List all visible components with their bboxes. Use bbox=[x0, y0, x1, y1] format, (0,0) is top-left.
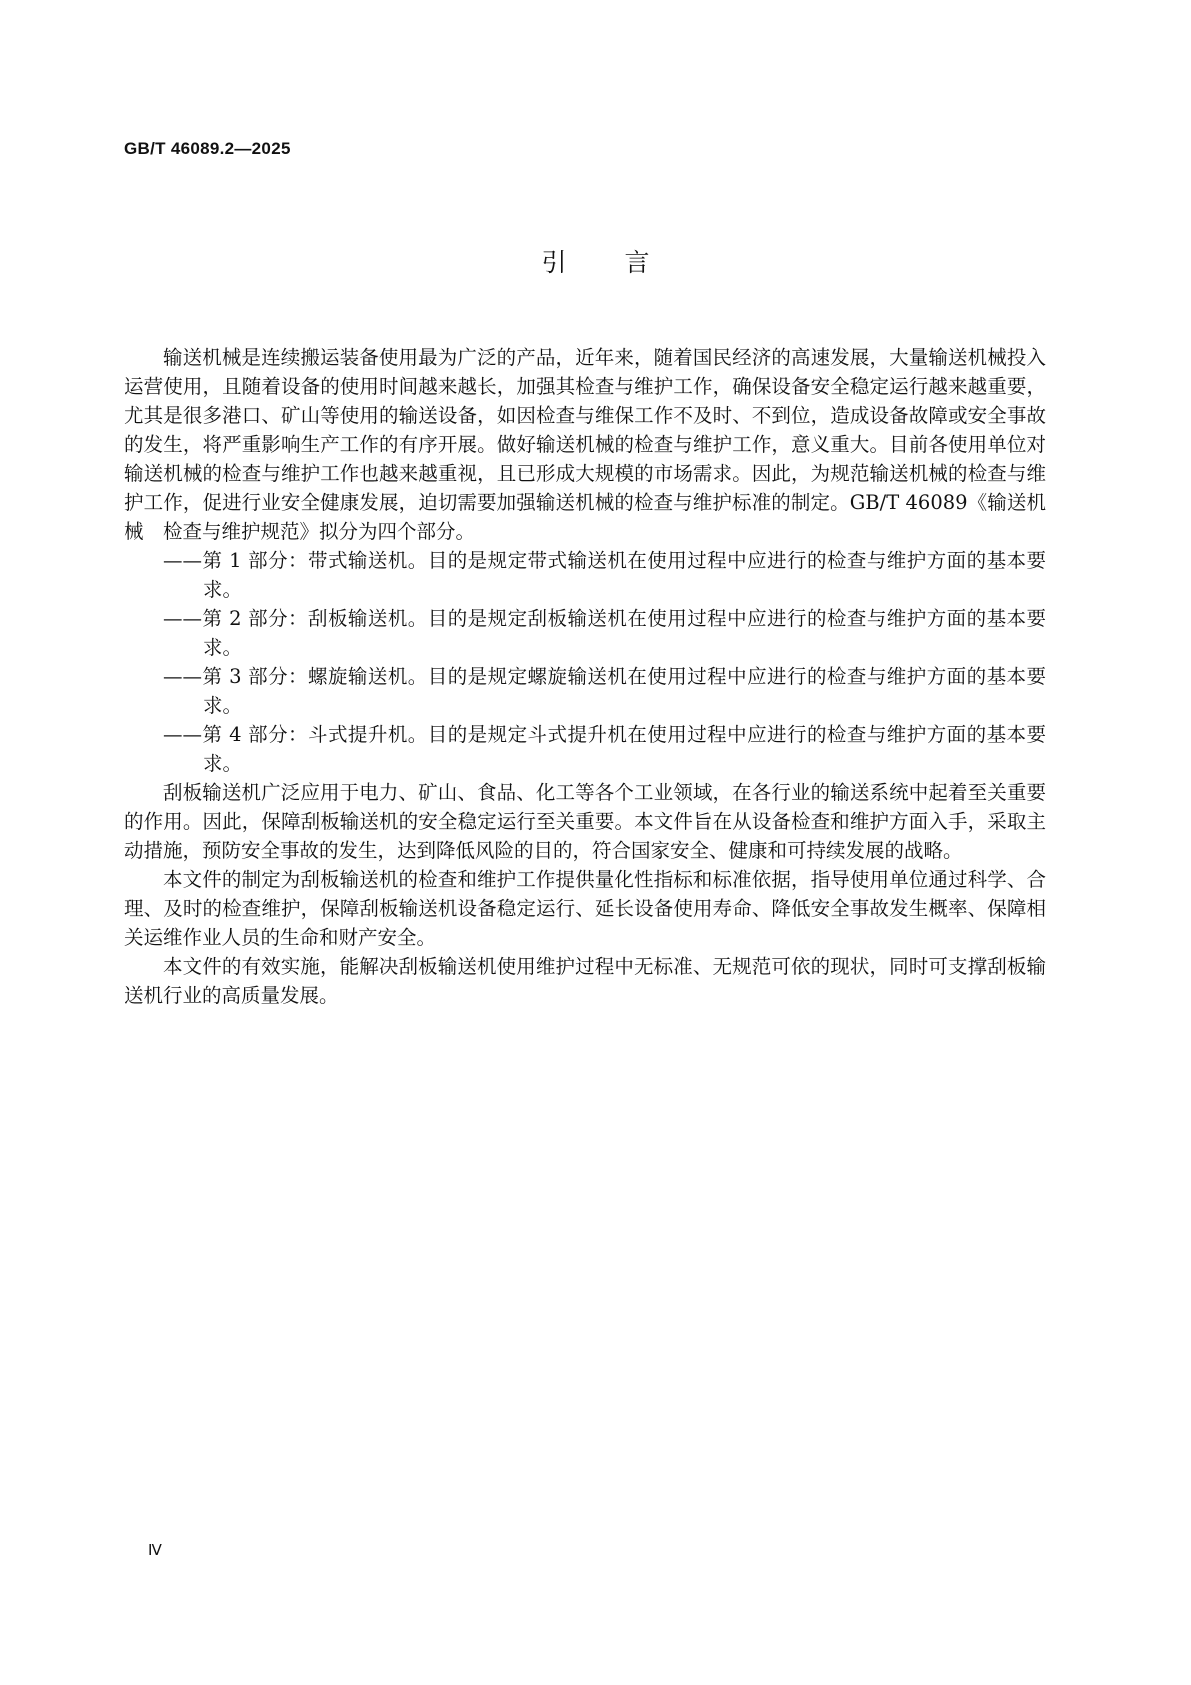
parts-list bbox=[124, 546, 1046, 778]
part-item-3: ——第 3 部分：螺旋输送机。目的是规定螺旋输送机在使用过程中应进行的检查与维护方面的基本要求。 bbox=[163, 665, 1046, 717]
part-item-4: ——第 4 部分：斗式提升机。目的是规定斗式提升机在使用过程中应进行的检查与维护方面的基本要求。 bbox=[163, 723, 1046, 775]
paragraph-implementation: 本文件的有效实施，能解决刮板输送机使用维护过程中无标准、无规范可依的现状，同时可支撑刮板输送机行业的高质量发展。 bbox=[124, 955, 1046, 1007]
part-item-2: ——第 2 部分：刮板输送机。目的是规定刮板输送机在使用过程中应进行的检查与维护方面的基本要求。 bbox=[163, 607, 1046, 659]
intro-paragraph: 输送机械是连续搬运装备使用最为广泛的产品，近年来，随着国民经济的高速发展，大量输送机械投入运营使用，且随着设备的使用时间越来越长，加强其检查与维护工作，确保设备安全稳定运行越来越重要，尤其是很多港口、矿山等使用的输送设备，如因检查与维保工作不及时、不到位，造成设备故障或安全事故的发生，将严重影响生产工作的有序开展。做好输送机械的检查与维护工作，意义重大。目前各使用单位对输送机械的检查与维护工作也越来越重视，且已形成大规模的市场需求。因此，为规范输送机械的检查与维护工作，促进行业安全健康发展，迫切需要加强输送机械的检查与维护标准的制定。GB/T 46089《输送机械 检查与维护规范》拟分为四个部分。 bbox=[124, 346, 1046, 543]
standard-code-header: GB/T 46089.2—2025 bbox=[124, 139, 291, 158]
paragraph-application: 刮板输送机广泛应用于电力、矿山、食品、化工等各个工业领域，在各行业的输送系统中起着至关重要的作用。因此，保障刮板输送机的安全稳定运行至关重要。本文件旨在从设备检查和维护方面入手，采取主动措施，预防安全事故的发生，达到降低风险的目的，符合国家安全、健康和可持续发展的战略。 bbox=[124, 781, 1046, 862]
part-item-1: ——第 1 部分：带式输送机。目的是规定带式输送机在使用过程中应进行的检查与维护方面的基本要求。 bbox=[163, 549, 1046, 601]
page-title: 引言 bbox=[541, 248, 708, 277]
page-number: Ⅳ bbox=[148, 1543, 162, 1559]
paragraph-purpose: 本文件的制定为刮板输送机的检查和维护工作提供量化性指标和标准依据，指导使用单位通过科学、合理、及时的检查维护，保障刮板输送机设备稳定运行、延长设备使用寿命、降低安全事故发生概率、保障相关运维作业人员的生命和财产安全。 bbox=[124, 868, 1046, 949]
document-body bbox=[124, 343, 1046, 1010]
